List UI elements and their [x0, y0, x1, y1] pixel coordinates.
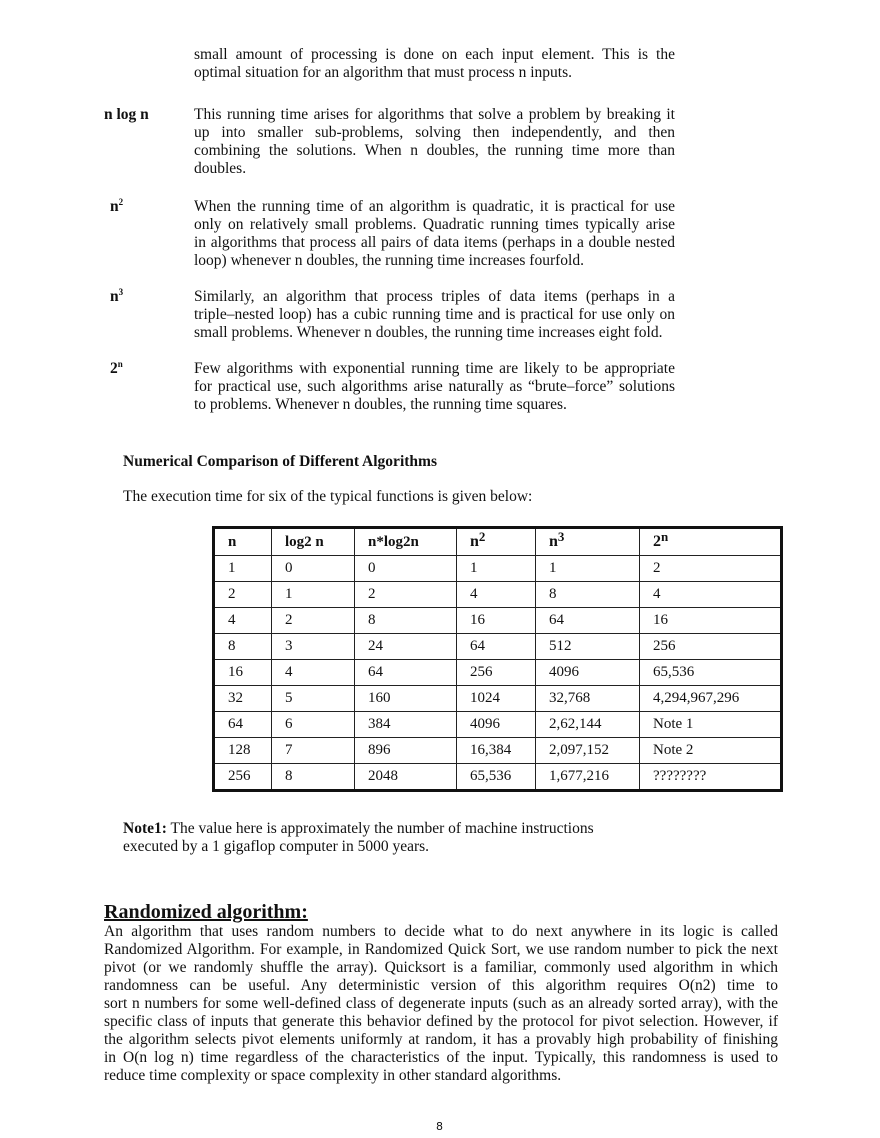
text-line: Similarly, an algorithm that process triples of data items (perhaps in a [194, 288, 675, 305]
randomized-heading: Randomized algorithm: [104, 901, 308, 923]
table-cell: 8 [272, 764, 355, 791]
term-base: n log n [104, 106, 149, 123]
table-cell: 896 [355, 738, 457, 764]
term-exponent: n [117, 359, 123, 369]
table-cell: Note 1 [640, 712, 782, 738]
column-header [536, 528, 640, 556]
text-line: sort n numbers for some well-defined class of degenerate inputs (such as an already sorted array), with the [104, 995, 778, 1012]
complexity-table [212, 526, 783, 792]
table-cell: 2048 [355, 764, 457, 791]
note-line: executed by a 1 gigaflop computer in 5000 years. [123, 838, 430, 855]
randomized-paragraph [104, 923, 778, 1085]
table-cell: 0 [272, 556, 355, 582]
table-cell: 1,677,216 [536, 764, 640, 791]
table-cell: 64 [355, 660, 457, 686]
table-cell: 64 [536, 608, 640, 634]
table-cell: 2,097,152 [536, 738, 640, 764]
table-cell: 4,294,967,296 [640, 686, 782, 712]
table-cell: 64 [457, 634, 536, 660]
table-header-row [214, 528, 782, 556]
table-cell: 1 [272, 582, 355, 608]
table-cell: 256 [640, 634, 782, 660]
table-cell: ???????? [640, 764, 782, 791]
definition-term [110, 288, 123, 306]
text-line: optimal situation for an algorithm that must process n inputs. [194, 64, 572, 81]
table-cell: 256 [214, 764, 272, 791]
text-line: reduce time complexity or space complexity in other standard algorithms. [104, 1067, 562, 1084]
text-line: Few algorithms with exponential running time are likely to be appropriate [194, 360, 675, 377]
table-row [214, 738, 782, 764]
text-line: loop) whenever n doubles, the running time increases fourfold. [194, 252, 584, 269]
header-exponent: n [661, 529, 669, 544]
table-cell: 4096 [536, 660, 640, 686]
text-line: for practical use, such algorithms arise naturally as “brute–force” solutions [194, 378, 675, 395]
header-base: n*log2n [368, 533, 419, 550]
table-cell: 5 [272, 686, 355, 712]
table-row [214, 660, 782, 686]
table-cell: 4096 [457, 712, 536, 738]
text-line: small amount of processing is done on each input element. This is the [194, 46, 675, 63]
table-cell: 64 [214, 712, 272, 738]
table-cell: 4 [272, 660, 355, 686]
table-cell: 7 [272, 738, 355, 764]
table-cell: 16 [640, 608, 782, 634]
table-cell: 32 [214, 686, 272, 712]
text-line: specific class of inputs that generate this behavior defined by the protocol for pivot selection. However, if [104, 1013, 778, 1030]
note-1 [123, 820, 594, 856]
text-line: small problems. Whenever n doubles, the running time increases eight fold. [194, 324, 663, 341]
definition-term [110, 360, 123, 378]
text-line: When the running time of an algorithm is quadratic, it is practical for use [194, 198, 675, 215]
table-cell: 2 [214, 582, 272, 608]
table-cell: 24 [355, 634, 457, 660]
definition-term [104, 106, 149, 124]
term-exponent: 3 [118, 287, 124, 297]
column-header [214, 528, 272, 556]
text-line: in O(n log n) time regardless of the characteristics of the input. Typically, this randomness is used to [104, 1049, 778, 1066]
table-cell: 4 [457, 582, 536, 608]
note-label: Note1: [123, 820, 167, 837]
text-line: Randomized Algorithm. For example, in Randomized Quick Sort, we use random number to pick the next [104, 941, 778, 958]
table-cell: 3 [272, 634, 355, 660]
text-line: An algorithm that uses random numbers to decide what to do next anywhere in its logic is called [104, 923, 778, 940]
table-cell: 0 [355, 556, 457, 582]
text-line: pivot (or we randomly shuffle the array). Quicksort is a familiar, commonly used algorithm in which [104, 959, 778, 976]
column-header [640, 528, 782, 556]
table-cell: 1 [457, 556, 536, 582]
header-base: log2 n [285, 533, 324, 550]
table-cell: 32,768 [536, 686, 640, 712]
table-cell: 512 [536, 634, 640, 660]
table-row [214, 582, 782, 608]
table-cell: 8 [355, 608, 457, 634]
table-cell: 2 [272, 608, 355, 634]
intro-paragraph [194, 46, 675, 82]
text-line: up into smaller sub-problems, solving then independently, and then [194, 124, 675, 141]
page-number: 8 [436, 1120, 443, 1133]
table-cell: Note 2 [640, 738, 782, 764]
table-cell: 256 [457, 660, 536, 686]
header-base: n [549, 533, 558, 550]
table-cell: 6 [272, 712, 355, 738]
header-exponent: 3 [557, 529, 565, 544]
term-base: n [110, 288, 119, 305]
table-cell: 16 [214, 660, 272, 686]
header-base: n [228, 533, 237, 550]
header-base: 2 [653, 533, 661, 550]
table-row [214, 686, 782, 712]
definition-text [194, 106, 675, 178]
table-cell: 1024 [457, 686, 536, 712]
text-line: doubles. [194, 160, 247, 177]
table-cell: 128 [214, 738, 272, 764]
table-row [214, 764, 782, 791]
comparison-intro: The execution time for six of the typical functions is given below: [123, 488, 533, 505]
table-cell: 1 [214, 556, 272, 582]
column-header [355, 528, 457, 556]
term-exponent: 2 [118, 197, 124, 207]
table-row [214, 608, 782, 634]
table-cell: 2 [640, 556, 782, 582]
table-cell: 4 [214, 608, 272, 634]
text-line: randomness can be useful. Any deterministic version of this algorithm requires O(n2) time to [104, 977, 778, 994]
table-cell: 8 [214, 634, 272, 660]
text-line: the algorithm selects pivot elements uniformly at random, it has a provably high probability of finishing [104, 1031, 778, 1048]
term-base: n [110, 198, 119, 215]
table-cell: 2,62,144 [536, 712, 640, 738]
definition-text [194, 360, 675, 414]
table-cell: 160 [355, 686, 457, 712]
text-line: in algorithms that process all pairs of data items (perhaps in a double nested [194, 234, 675, 251]
definition-text [194, 288, 675, 342]
text-line: triple–nested loop) has a cubic running time and is practical for use only on [194, 306, 675, 323]
table-row [214, 556, 782, 582]
table-row [214, 712, 782, 738]
text-line: to problems. Whenever n doubles, the running time squares. [194, 396, 567, 413]
header-base: n [470, 533, 479, 550]
column-header [272, 528, 355, 556]
definition-text [194, 198, 675, 270]
term-base: 2 [110, 360, 118, 377]
comparison-heading: Numerical Comparison of Different Algorithms [123, 453, 437, 470]
note-line: The value here is approximately the number of machine instructions [166, 820, 594, 837]
table-cell: 1 [536, 556, 640, 582]
table-cell: 8 [536, 582, 640, 608]
definition-term [110, 198, 123, 216]
table-cell: 16,384 [457, 738, 536, 764]
table-cell: 384 [355, 712, 457, 738]
table-cell: 16 [457, 608, 536, 634]
header-exponent: 2 [478, 529, 486, 544]
table-cell: 65,536 [457, 764, 536, 791]
column-header [457, 528, 536, 556]
text-line: combining the solutions. When n doubles, the running time more than [194, 142, 675, 159]
text-line: only on relatively small problems. Quadratic running times typically arise [194, 216, 675, 233]
text-line: This running time arises for algorithms that solve a problem by breaking it [194, 106, 675, 123]
table-cell: 65,536 [640, 660, 782, 686]
table-cell: 4 [640, 582, 782, 608]
table-row [214, 634, 782, 660]
table-cell: 2 [355, 582, 457, 608]
